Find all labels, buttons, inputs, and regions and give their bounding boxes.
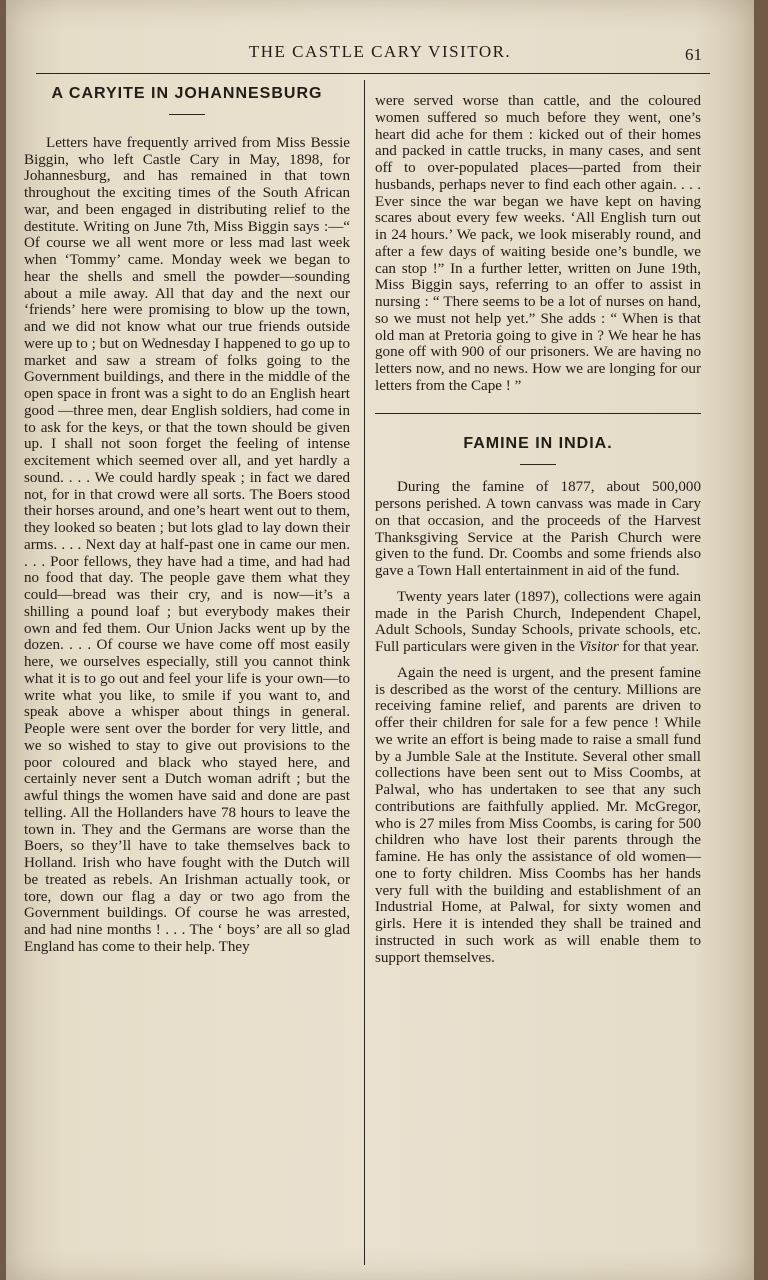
running-title: THE CASTLE CARY VISITOR.: [248, 42, 512, 61]
page-number: 61: [685, 45, 702, 64]
article-paragraph-continued: were served worse than cattle, and the coloured women suffered so much before they went, one’s heart did ache for them : kicked out of their homes and packed in cattle trucks, in many cases, and sent off to over-populated places—parted from their husbands, perhaps never to find each other again. . . . Ever since the war began we have kept on having scares about every few weeks. ‘All English turn out in 24 hours.’ We pack, we look miserably round, and after a few days of waiting beside one’s bundle, we can stop !” In a further letter, written on June 19th, Miss Biggin says, referring to an offer to assist in nursing : “ There seems to be a lot of nurses on hand, so we must not help yet.” She adds : “ When is that old man at Pretoria going to give in ? We hear he has gone off with 900 of our prisoners. We are having no letters now, and no news. How we are longing for our letters from the Cape ! ”: [375, 93, 701, 394]
page: [6, 0, 754, 1280]
article-paragraph: During the famine of 1877, about 500,000 persons perished. A town canvass was made in Cary on that occasion, and the proceeds of the Harvest Thanksgiving Service at the Parish Church were given to the fund. Dr. Coombs and some friends also gave a Town Hall entertainment in aid of the fund.: [375, 479, 701, 579]
article-paragraph: [375, 589, 701, 656]
paragraph-text: Twenty years later (1897), collections were again made in the Parish Church, Independent Chapel, Adult Schools, Sunday Schools, private schools, etc. Full particulars were given in the: [375, 588, 701, 655]
title-rule: [169, 114, 205, 115]
section-rule: [375, 413, 701, 414]
article-title-johannesburg: A CARYITE IN JOHANNESBURG: [51, 85, 323, 102]
visitor-italic: Visitor: [578, 639, 619, 655]
left-column: [24, 86, 350, 956]
title-rule: [520, 464, 556, 465]
running-head: [6, 42, 754, 66]
right-column: [375, 93, 701, 966]
article-title-famine: FAMINE IN INDIA.: [463, 434, 613, 452]
article-paragraph: Letters have frequently arrived from Miss Bessie Biggin, who left Castle Cary in May, 1898, for Johannesburg, and has remained in that town throughout the exciting times of the South African war, and been engaged in distributing relief to the destitute. Writing on June 7th, Miss Biggin says :—“ Of course we all went more or less mad last week when ‘Tommy’ came. Monday week we began to hear the shells and smell the powder—sounding about a mile away. All that day and the next our ‘friends’ here were promising to blow up the town, and we did not know what our true friends outside were up to ; but on Wednesday I happened to go up to market and saw a stream of folks going to the Government buildings, and there in the middle of the open space in front was a sight to do an English heart good —three men, dear English soldiers, had come in to ask for the keys, or that the town should be given up. I shall not soon forget the feeling of intense excitement which seemed over all, and yet hardly a sound. . . . We could hardly speak ; in fact we dared not, for in that crowd were all sorts. The Boers stood their horses around, and one’s heart went out to them, they looked so beaten ; but lots glad to lay down their arms. . . . Next day at half-past one in came our men. . . . Poor fellows, they have had a time, and had had no food that day. The people gave them what they could—bread was their cry, and is now—it’s a shilling a pound loaf ; but everybody makes their own and fed them. Our Union Jacks went up by the dozen. . . . Of course we have come off most easily here, we ourselves especially, still you cannot think what it is to go out and feel your life is your own—to write what you like, to smile if you want to, and speak above a whisper about things in general. People were sent over the border for very little, and we so wished to stay to give out provisions to the poor coloured and black who stayed here, and certainly never sent a Dutch woman adrift ; but the awful things the women have said and done are past telling. All the Hollanders have 78 hours to leave the town in. They and the Germans are worse than the Boers, so they’ll have to take themselves back to Holland. Irish who have fought with the Dutch will be treated as rebels. An Irishman actually took, or tore, down our flag a day or two ago from the Government buildings. Of course he was arrested, and had nine months ! . . . The ‘ boys’ are all so glad England has come to their help. They: [24, 134, 350, 955]
header-rule: [36, 73, 710, 74]
article-paragraph: Again the need is urgent, and the present famine is described as the worst of the century. Millions are receiving famine relief, and parents are driven to offer their children for sale for a few pence ! While we write an effort is being made to raise a small fund by a Jumble Sale at the Institute. Several other small collections have been sent out to Miss Coombs, at Palwal, who has undertaken to see that any such contributions are faithfully applied. Mr. McGregor, who is 27 miles from Miss Coombs, is caring for 500 children who have lost their parents through the famine. He has only the assistance of old women—one to forty children. Miss Coombs has her hands very full with the building and establishment of an Industrial Home, at Palwal, for sixty women and girls. Here it is intended they shall be trained and instructed in such work as will enable them to support themselves.: [375, 664, 701, 966]
column-divider: [364, 80, 365, 1265]
paragraph-text: for that year.: [618, 639, 700, 655]
